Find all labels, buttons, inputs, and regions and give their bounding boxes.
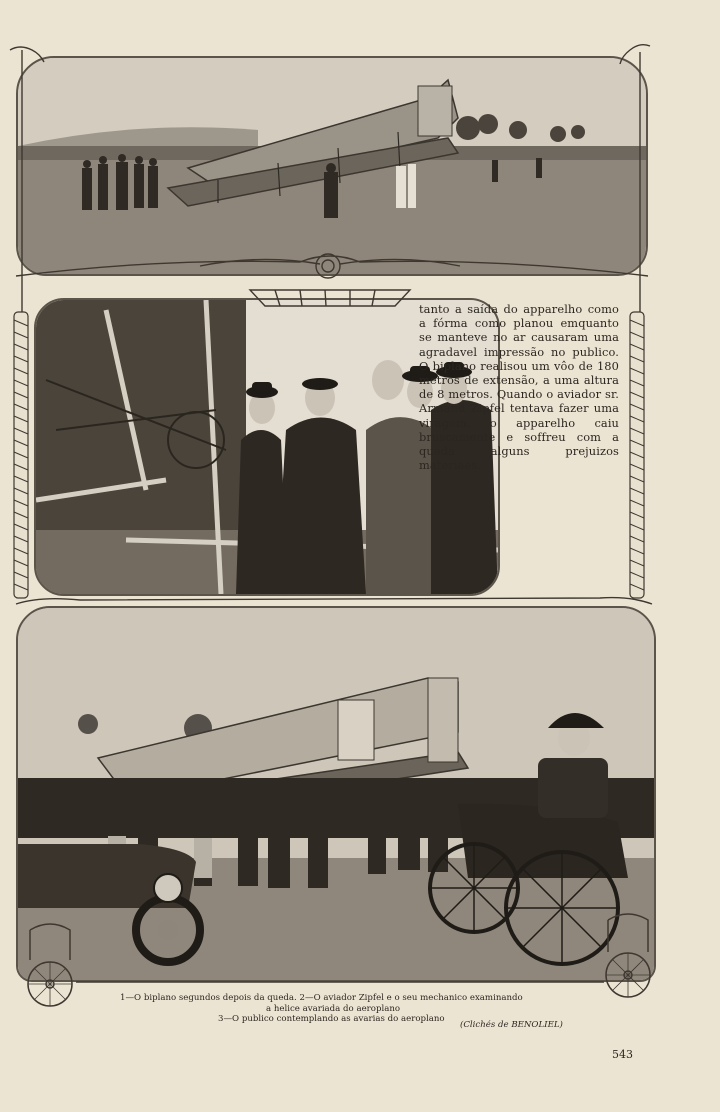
caption-line-2: a helice avariada do aeroplano <box>266 1004 401 1014</box>
photo-biplane-after-crash <box>16 56 648 276</box>
photo-credit: (Clichés de BENOLIEL) <box>460 1020 563 1030</box>
article-body: tanto a saída do apparelho como a fórma como planou emquanto se manteve no ar causaram uma agradavel impressão no publico. O biplano realisou um vôo de 180 metros de extensão, a uma altura de 8 metros. Quando o aviador sr. Armand Zipfel tentava fazer uma viragem, o apparelho caiu bruscamente e soffreu com a queda alguns prejuizos materiaes. <box>419 302 619 473</box>
caption-line-3: 3—O publico contemplando as avarias do aeroplano <box>218 1014 445 1024</box>
photo-crowd-viewing-damage <box>16 606 656 982</box>
caption-line-1: 1—O biplano segundos depois da queda. 2—O aviador Zipfel e o seu mechanico examinando <box>120 993 523 1003</box>
page-number: 543 <box>612 1048 633 1061</box>
